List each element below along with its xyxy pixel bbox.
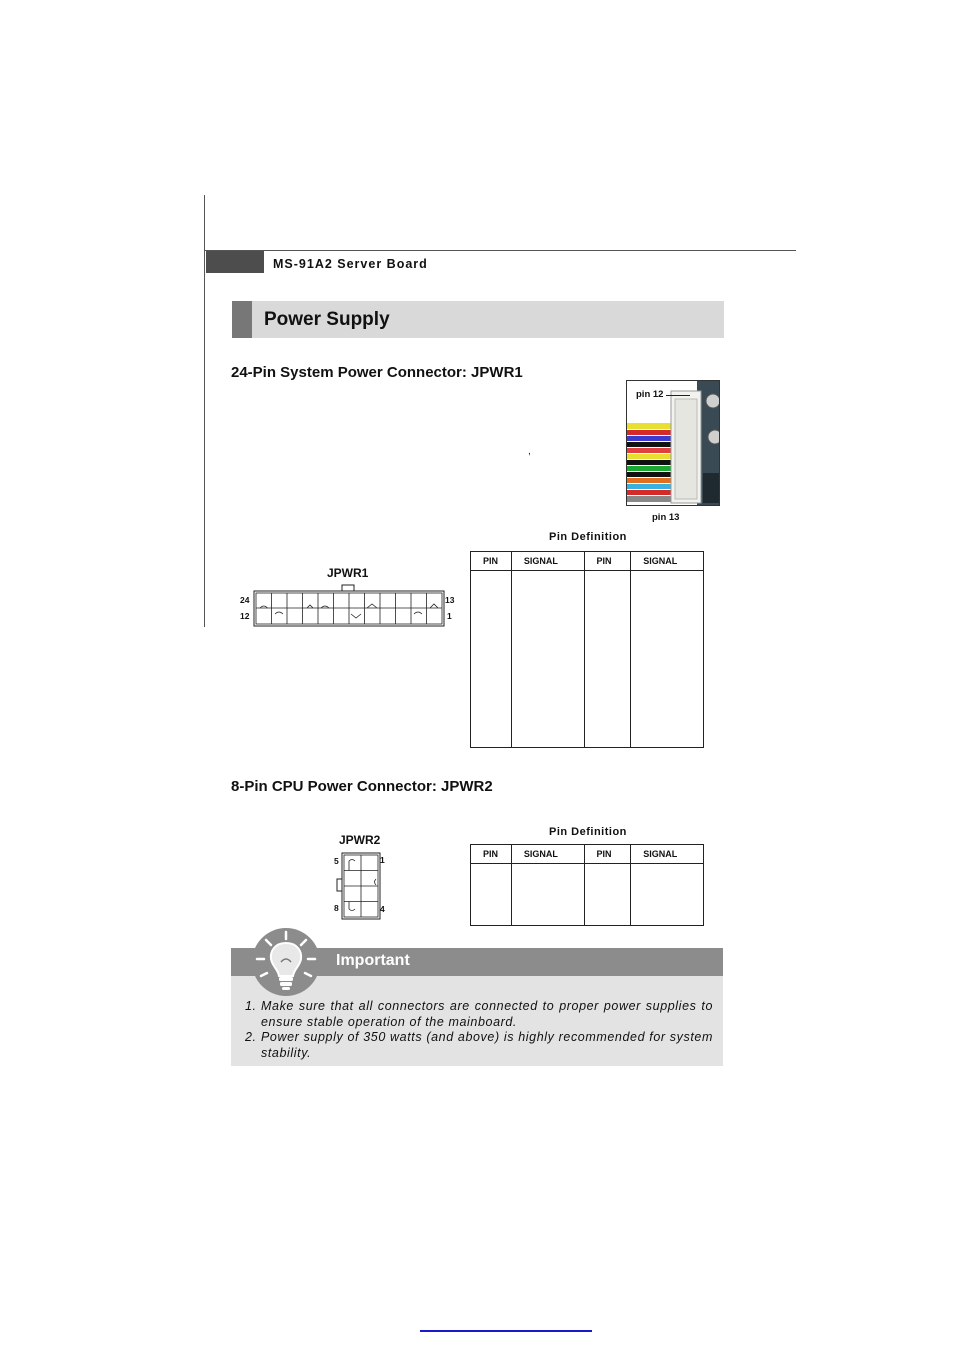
table-cell (471, 571, 512, 748)
title-bar-accent (232, 301, 252, 338)
connector-label-jpwr2: JPWR2 (339, 833, 381, 847)
section-heading-jpwr1: 24-Pin System Power Connector: JPWR1 (231, 364, 523, 381)
table-header-signal: SIGNAL (511, 845, 584, 864)
table-cell (584, 864, 631, 926)
pin-number-4: 4 (380, 904, 385, 914)
table-header-pin: PIN (471, 845, 512, 864)
lightbulb-icon (250, 926, 322, 998)
table-header-pin: PIN (471, 552, 512, 571)
table-cell (511, 864, 584, 926)
jpwr2-connector-diagram (336, 851, 382, 921)
table-cell (631, 864, 704, 926)
table-cell (631, 571, 704, 748)
list-item (245, 1030, 713, 1061)
table-header-pin: PIN (584, 845, 631, 864)
header-rule (204, 250, 796, 251)
table-header-pin: PIN (584, 552, 631, 571)
pin-number-13: 13 (445, 595, 455, 605)
connector-label-jpwr1: JPWR1 (327, 566, 369, 580)
important-list (245, 999, 713, 1061)
pin-table-jpwr1 (470, 551, 704, 748)
pin-number-5: 5 (334, 856, 339, 866)
table-cell (511, 571, 584, 748)
pin-number-24: 24 (240, 595, 250, 605)
pin-table-jpwr2 (470, 844, 704, 926)
pin-number-1: 1 (380, 855, 385, 865)
stray-mark: , (528, 446, 531, 457)
list-item-number: 2. (245, 1030, 257, 1044)
section-heading-jpwr2: 8-Pin CPU Power Connector: JPWR2 (231, 778, 493, 795)
header-board-name: MS-91A2 Server Board (273, 257, 428, 271)
header-block (206, 251, 264, 273)
pin-number-12: 12 (240, 611, 250, 621)
list-item-text: Make sure that all connectors are connected to proper power supplies to ensure stable operation of the mainboard. (261, 999, 713, 1029)
table-header-signal: SIGNAL (631, 552, 704, 571)
photo-pin-leader (666, 395, 690, 396)
list-item-text: Power supply of 350 watts (and above) is highly recommended for system stability. (261, 1030, 713, 1060)
photo-pin-bottom-label: pin 13 (652, 512, 680, 523)
pin-number-1: 1 (447, 611, 452, 621)
pin-definition-label-2: Pin Definition (549, 826, 627, 838)
table-header-signal: SIGNAL (631, 845, 704, 864)
photo-pin-top-label: pin 12 (636, 389, 664, 400)
pin-definition-label-1: Pin Definition (549, 531, 627, 543)
vertical-rule (204, 195, 205, 627)
jpwr1-connector-diagram (252, 584, 446, 628)
table-cell (471, 864, 512, 926)
important-title: Important (336, 952, 410, 969)
list-item (245, 999, 713, 1030)
table-header-signal: SIGNAL (511, 552, 584, 571)
table-cell (584, 571, 631, 748)
pin-number-8: 8 (334, 903, 339, 913)
list-item-number: 1. (245, 999, 257, 1013)
page-title: Power Supply (264, 309, 390, 330)
footer-link-line[interactable] (420, 1330, 592, 1332)
